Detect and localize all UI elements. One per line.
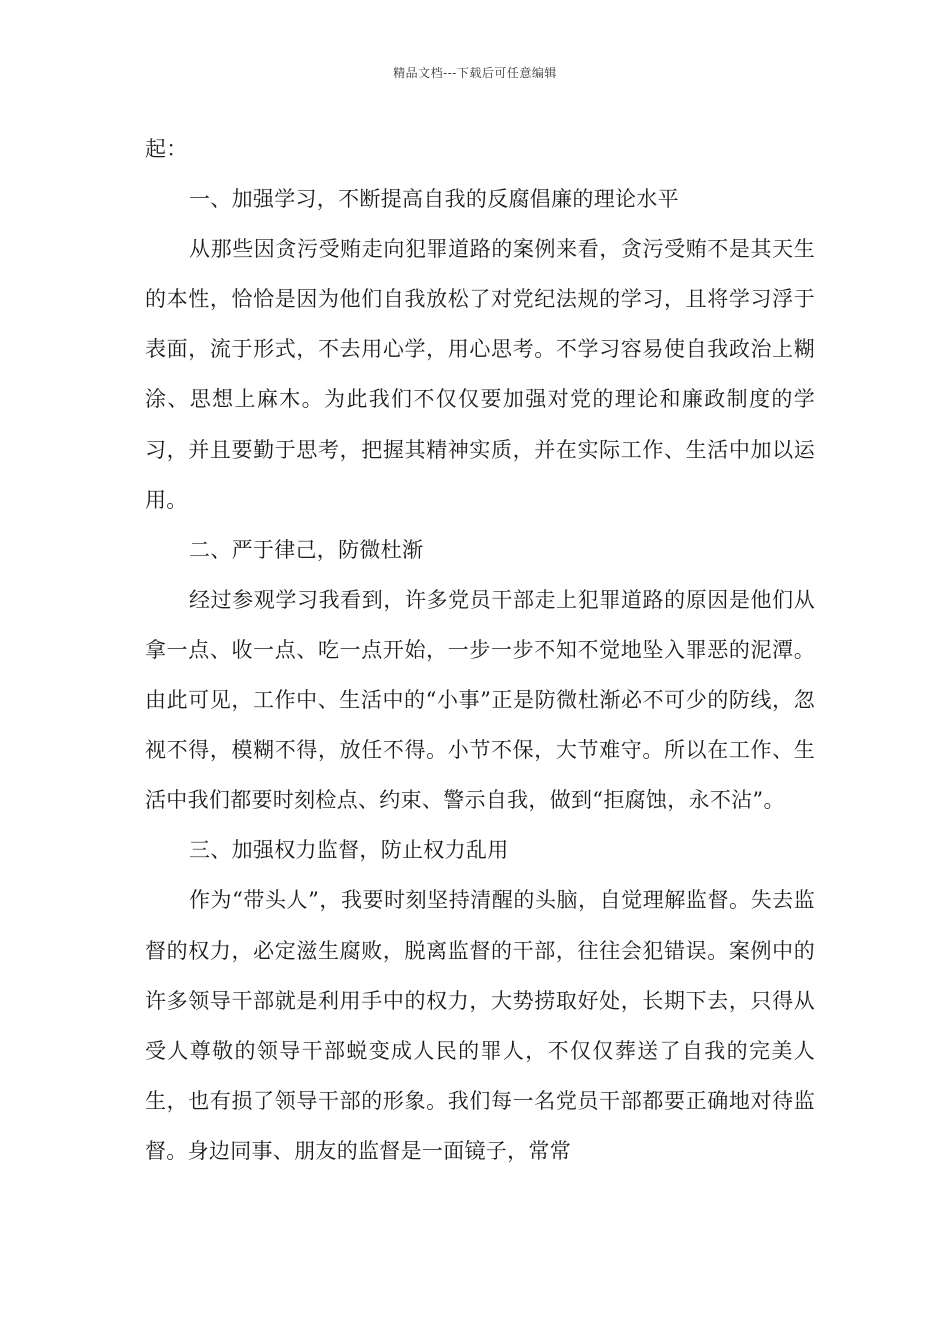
section-heading-1: 一、加强学习，不断提高自我的反腐倡廉的理论水平 [189, 187, 679, 212]
section-heading-2: 二、严于律己，防微杜渐 [189, 537, 424, 562]
paragraph-continuation: 起： [145, 137, 188, 161]
paragraph-3: 作为“带头人”，我要时刻坚持清醒的头脑，自觉理解监督。失去监督的权力，必定滋生腐败，脱离监督的干部，往往会犯错误。案例中的许多领导干部就是利用手中的权力，大势捞取好处，长期下去，只得从受人尊敬的领导干部蜕变成人民的罪人，不仅仅葬送了自我的完美人生，也有损了领导干部的形象。我们每一名党员干部都要正确地对待监督。身边同事、朋友的监督是一面镜子，常常 [145, 888, 815, 1163]
paragraph-1: 从那些因贪污受贿走向犯罪道路的案例来看，贪污受贿不是其天生的本性，恰恰是因为他们自我放松了对党纪法规的学习，且将学习浮于表面，流于形式，不去用心学，用心思考。不学习容易使自我政治上糊涂、思想上麻木。为此我们不仅仅要加强对党的理论和廉政制度的学习，并且要勤于思考，把握其精神实质，并在实际工作、生活中加以运用。 [145, 237, 815, 512]
page-header-note: 精品文档---下载后可任意编辑 [393, 66, 557, 80]
document-body [145, 124, 815, 1176]
section-heading-3: 三、加强权力监督，防止权力乱用 [189, 838, 509, 863]
paragraph-2: 经过参观学习我看到，许多党员干部走上犯罪道路的原因是他们从拿一点、收一点、吃一点开始，一步一步不知不觉地坠入罪恶的泥潭。由此可见，工作中、生活中的“小事”正是防微杜渐必不可少的防线，忽视不得，模糊不得，放任不得。小节不保，大节难守。所以在工作、生活中我们都要时刻检点、约束、警示自我，做到“拒腐蚀，永不沾”。 [145, 587, 815, 813]
